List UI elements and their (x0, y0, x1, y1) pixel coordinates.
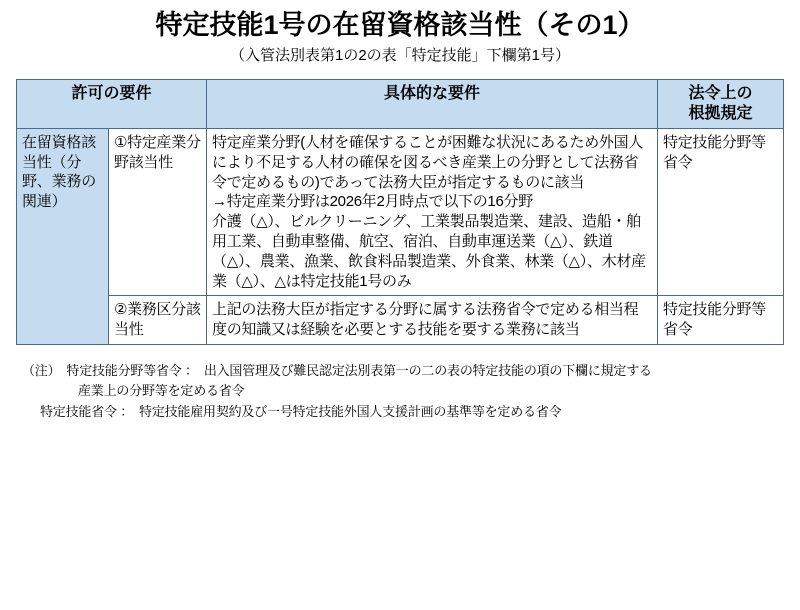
table-body (17, 129, 784, 345)
detail-cell-1 (207, 129, 658, 296)
column-header-legal-basis (658, 80, 784, 129)
footnotes (22, 361, 800, 422)
footnote-1 (22, 361, 800, 381)
detail-paragraph: →特定産業分野は2026年2月時点で以下の16分野 (212, 193, 533, 211)
table-row (17, 129, 784, 296)
column-header-legal-basis-line2: 根拠規定 (688, 105, 753, 123)
detail-paragraph: 上記の法務大臣が指定する分野に属する法務省令で定める相当程度の知識又は経験を必要とする技能を要する業務に該当 (212, 301, 639, 339)
footnote-1-body: 出入国管理及び難民認定法別表第一の二の表の特定技能の項の下欄に規定する (203, 363, 652, 379)
page-subtitle: （入管法別表第1の2の表「特定技能」下欄第1号） (229, 47, 571, 65)
column-header-legal-basis-line1: 法令上の (688, 85, 753, 103)
document-page (0, 10, 800, 610)
sub-requirement-label-2: ②業務区分該当性 (109, 296, 207, 345)
sub-requirement-label-1: ①特定産業分野該当性 (109, 129, 207, 296)
legal-basis-cell-2: 特定技能分野等省令 (658, 296, 784, 345)
legal-basis-cell-1: 特定技能分野等省令 (658, 129, 784, 296)
footnote-2-label: 特定技能省令 ： (40, 404, 134, 420)
table-row (17, 296, 784, 345)
table-header (17, 80, 784, 129)
table-header-row (17, 80, 784, 129)
column-header-requirement: 許可の要件 (17, 80, 207, 129)
detail-paragraph: 特定産業分野(人材を確保することが困難な状況にあるため外国人により不足する人材の確保を図るべき産業上の分野として法務省令で定めるもの)であって法務大臣が指定するものに該当 (212, 134, 644, 191)
footnote-2 (40, 402, 800, 422)
footnote-1-label: 特定技能分野等省令 ： (66, 363, 198, 379)
detail-cell-2 (207, 296, 658, 345)
detail-paragraph: 介護（△）、ビルクリーニング、工業製品製造業、建設、造船・舶用工業、自動車整備、航空、宿泊、自動車運送業（△）、鉄道（△）、農業、漁業、飲食料品製造業、外食業、林業（△）、木材産業（△）、△は特定技能1号のみ (212, 213, 646, 290)
page-title: 特定技能1号の在留資格該当性（その1） (155, 10, 645, 40)
footnote-2-body: 特定技能雇用契約及び一号特定技能外国人支援計画の基準等を定める省令 (139, 404, 562, 420)
footnote-1-continuation: 産業上の分野等を定める省令 (78, 382, 245, 398)
row-header-residence-status: 在留資格該当性（分野、業務の関連） (17, 129, 109, 345)
footnote-marker: （注） (22, 363, 61, 379)
column-header-detail: 具体的な要件 (207, 80, 658, 129)
requirements-table (16, 79, 784, 345)
